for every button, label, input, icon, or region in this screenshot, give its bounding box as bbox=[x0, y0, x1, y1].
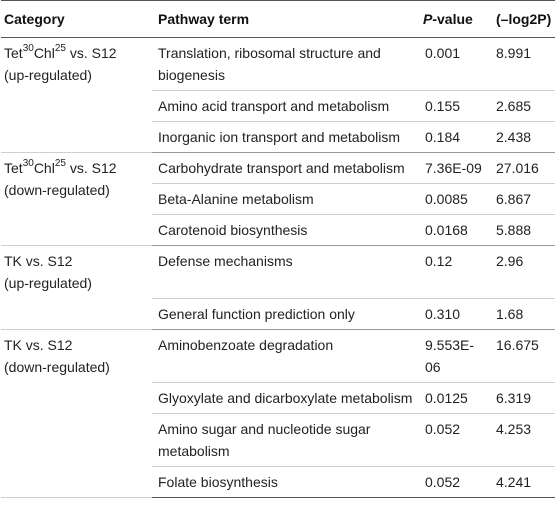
p-value-cell: 0.052 bbox=[417, 467, 490, 498]
category-regulation: (down-regulated) bbox=[4, 359, 110, 375]
p-value-cell: 0.0168 bbox=[417, 215, 490, 246]
pathway-table bbox=[1, 0, 555, 498]
pathway-term-cell: Aminobenzoate degradation bbox=[152, 330, 417, 383]
table-row bbox=[1, 330, 555, 383]
log2p-cell: 1.68 bbox=[490, 299, 555, 330]
p-value-cell: 0.12 bbox=[417, 246, 490, 299]
table-header-row bbox=[1, 1, 555, 38]
p-value-cell: 0.310 bbox=[417, 299, 490, 330]
pathway-term-cell: Carbohydrate transport and metabolism bbox=[152, 153, 417, 184]
p-value-cell: 0.0125 bbox=[417, 383, 490, 414]
pathway-term-cell: Amino sugar and nucleotide sugar metabolism bbox=[152, 414, 417, 467]
p-value-cell: 0.184 bbox=[417, 122, 490, 153]
category-title: TK vs. S12 bbox=[4, 337, 73, 353]
header-p-italic: P bbox=[423, 11, 433, 27]
log2p-cell: 27.016 bbox=[490, 153, 555, 184]
log2p-cell: 4.241 bbox=[490, 467, 555, 498]
category-text-c: vs. S12 bbox=[65, 160, 117, 176]
log2p-cell: 2.96 bbox=[490, 246, 555, 299]
category-text-b: Chl bbox=[33, 45, 55, 61]
log2p-cell: 4.253 bbox=[490, 414, 555, 467]
pathway-term-cell: Amino acid transport and metabolism bbox=[152, 91, 417, 122]
header-p-suffix: -value bbox=[432, 11, 473, 27]
category-text-b: Chl bbox=[33, 160, 55, 176]
category-cell bbox=[1, 153, 152, 246]
category-regulation: (up-regulated) bbox=[4, 67, 92, 83]
category-sup-a: 30 bbox=[22, 158, 34, 170]
log2p-cell: 6.319 bbox=[490, 383, 555, 414]
category-cell bbox=[1, 246, 152, 330]
category-regulation: (up-regulated) bbox=[4, 275, 92, 291]
header-p-value bbox=[417, 1, 490, 38]
category-sup-b: 25 bbox=[54, 158, 66, 170]
table-row bbox=[1, 246, 555, 299]
category-text-a: Tet bbox=[4, 160, 23, 176]
p-value-cell: 0.0085 bbox=[417, 184, 490, 215]
header-pathway-term: Pathway term bbox=[152, 1, 417, 38]
pathway-term-cell: Defense mechanisms bbox=[152, 246, 417, 299]
pathway-term-cell: Inorganic ion transport and metabolism bbox=[152, 122, 417, 153]
category-title: TK vs. S12 bbox=[4, 253, 73, 269]
log2p-cell: 8.991 bbox=[490, 38, 555, 91]
table-row bbox=[1, 153, 555, 184]
category-text-a: Tet bbox=[4, 45, 23, 61]
log2p-cell: 5.888 bbox=[490, 215, 555, 246]
pathway-term-cell: Folate biosynthesis bbox=[152, 467, 417, 498]
log2p-cell: 16.675 bbox=[490, 330, 555, 383]
pathway-term-cell: Glyoxylate and dicarboxylate metabolism bbox=[152, 383, 417, 414]
p-value-cell: 0.155 bbox=[417, 91, 490, 122]
header-category: Category bbox=[1, 1, 152, 38]
p-value-cell: 0.052 bbox=[417, 414, 490, 467]
category-regulation: (down-regulated) bbox=[4, 182, 110, 198]
pathway-term-cell: Translation, ribosomal structure and biogenesis bbox=[152, 38, 417, 91]
log2p-cell: 2.685 bbox=[490, 91, 555, 122]
category-sup-b: 25 bbox=[54, 43, 66, 55]
p-value-cell: 9.553E-06 bbox=[417, 330, 490, 383]
log2p-cell: 2.438 bbox=[490, 122, 555, 153]
table-row bbox=[1, 38, 555, 91]
pathway-term-cell: Carotenoid biosynthesis bbox=[152, 215, 417, 246]
category-cell bbox=[1, 38, 152, 153]
pathway-term-cell: Beta-Alanine metabolism bbox=[152, 184, 417, 215]
category-cell bbox=[1, 330, 152, 498]
p-value-cell: 0.001 bbox=[417, 38, 490, 91]
pathway-term-cell: General function prediction only bbox=[152, 299, 417, 330]
p-value-cell: 7.36E-09 bbox=[417, 153, 490, 184]
header-log2p: (–log2P) bbox=[490, 1, 555, 38]
category-sup-a: 30 bbox=[22, 43, 34, 55]
category-text-c: vs. S12 bbox=[65, 45, 117, 61]
log2p-cell: 6.867 bbox=[490, 184, 555, 215]
